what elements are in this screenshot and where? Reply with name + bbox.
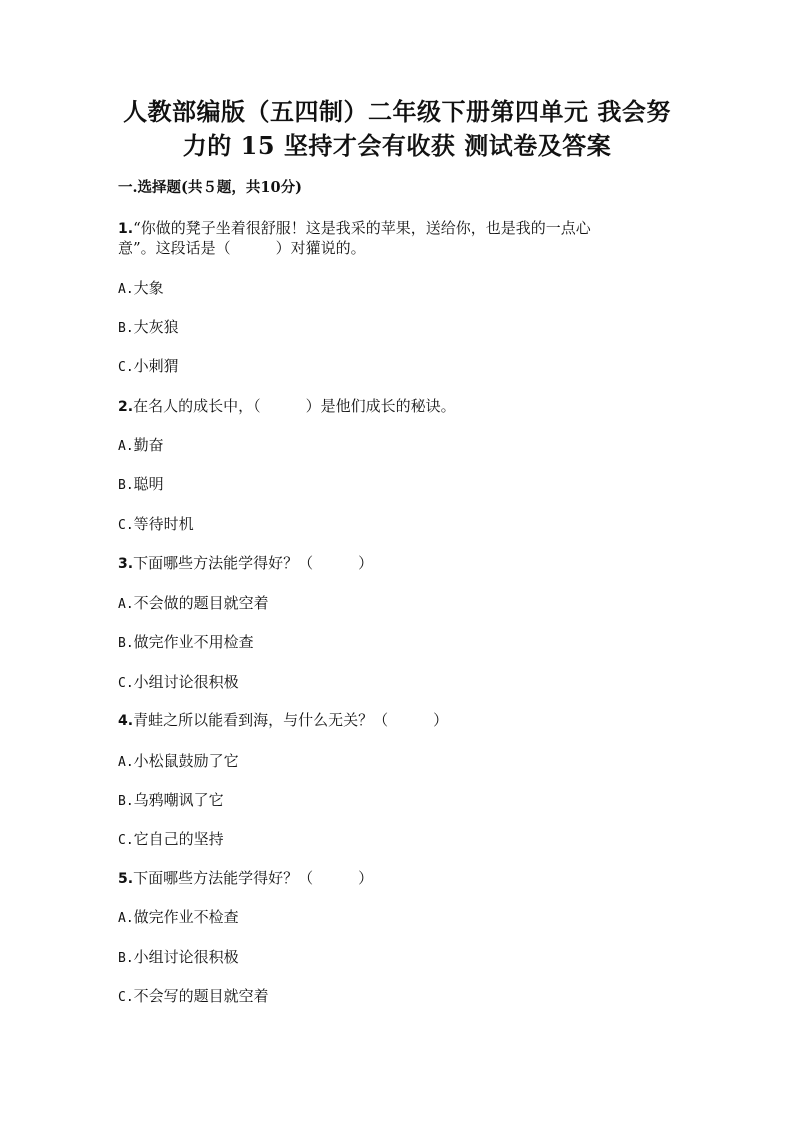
option-letter: C. <box>118 518 134 533</box>
question-4-option-c <box>118 829 224 851</box>
question-number: 3. <box>118 556 134 572</box>
question-3-option-a <box>118 593 269 615</box>
option-text: 小组讨论很积极 <box>133 673 239 691</box>
option-letter: B. <box>118 951 134 966</box>
question-2-option-b <box>118 474 164 496</box>
option-text: 它自己的坚持 <box>133 830 224 848</box>
question-5-option-a <box>118 907 239 929</box>
option-text: 聪明 <box>133 475 164 493</box>
question-2-option-a <box>118 435 164 457</box>
question-text: 在名人的成长中，（ ）是他们成长的秘诀。 <box>133 397 456 415</box>
question-3-stem <box>118 553 373 574</box>
option-text: 不会写的题目就空着 <box>133 987 269 1005</box>
option-text: 大象 <box>133 279 164 297</box>
question-number: 1. <box>118 221 134 237</box>
question-5-option-c <box>118 986 269 1008</box>
option-text: 勤奋 <box>133 436 164 454</box>
option-letter: A. <box>118 911 134 926</box>
question-number: 5. <box>118 871 134 887</box>
option-text: 小组讨论很积极 <box>133 948 239 966</box>
option-letter: C. <box>118 360 134 375</box>
question-number: 4. <box>118 713 134 729</box>
title-line-2: 力的 15 坚持才会有收获 测试卷及答案 <box>182 131 612 160</box>
question-3-option-c <box>118 672 239 694</box>
question-5-option-b <box>118 947 239 969</box>
option-text: 小松鼠鼓励了它 <box>133 752 239 770</box>
option-text: 做完作业不检查 <box>133 908 239 926</box>
question-text: 下面哪些方法能学得好？（ ） <box>133 554 374 572</box>
option-letter: B. <box>118 794 134 809</box>
option-letter: A. <box>118 597 134 612</box>
option-text: 乌鸦嘲讽了它 <box>133 791 224 809</box>
question-1-option-b <box>118 317 179 339</box>
option-text: 做完作业不用检查 <box>133 633 254 651</box>
option-letter: A. <box>118 755 134 770</box>
question-text: “你做的凳子坐着很舒服！这是我采的苹果，送给你，也是我的一点心 <box>133 219 591 237</box>
question-1-option-a <box>118 278 164 300</box>
option-letter: A. <box>118 439 134 454</box>
option-text: 不会做的题目就空着 <box>133 594 269 612</box>
option-letter: B. <box>118 636 134 651</box>
question-2-stem <box>118 396 456 417</box>
question-text: 下面哪些方法能学得好？（ ） <box>133 869 374 887</box>
section-heading: 一.选择题(共５题，共10分) <box>118 179 302 196</box>
question-number: 2. <box>118 399 134 415</box>
question-4-option-b <box>118 790 224 812</box>
option-letter: C. <box>118 833 134 848</box>
question-1-option-c <box>118 356 179 378</box>
option-letter: B. <box>118 478 134 493</box>
option-letter: C. <box>118 676 134 691</box>
option-letter: C. <box>118 990 134 1005</box>
question-4-stem <box>118 710 448 731</box>
option-text: 大灰狼 <box>133 318 179 336</box>
title-line-1: 人教部编版（五四制）二年级下册第四单元 我会努 <box>123 97 671 126</box>
question-5-stem <box>118 868 373 889</box>
question-2-option-c <box>118 514 194 536</box>
question-3-option-b <box>118 632 254 654</box>
option-letter: B. <box>118 321 134 336</box>
question-1-stem-line-1 <box>118 218 591 239</box>
option-text: 小刺猬 <box>133 357 179 375</box>
option-letter: A. <box>118 282 134 297</box>
question-text: 青蛙之所以能看到海，与什么无关？（ ） <box>133 711 449 729</box>
option-text: 等待时机 <box>133 515 194 533</box>
question-4-option-a <box>118 751 239 773</box>
question-1-stem-line-2: 意”。这段话是（ ）对獾说的。 <box>118 239 366 257</box>
